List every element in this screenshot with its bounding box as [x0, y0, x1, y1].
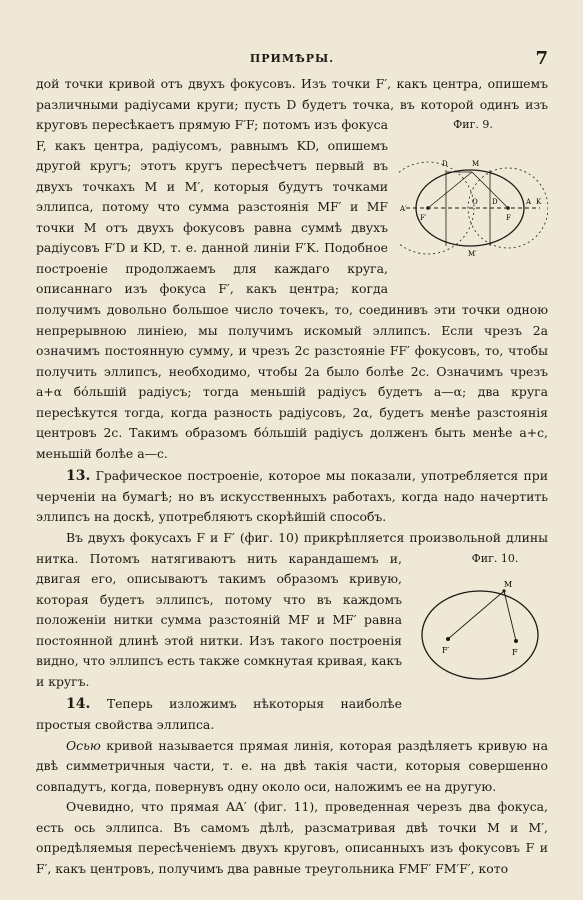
paragraph-text: Очевидно, что прямая AA′ (фиг. 11), проведенная черезъ два фокуса, есть ось эллипса. Въ самомъ дѣлѣ, разсматривая двѣ точки M и M′, опредѣляемыя пересѣченіемъ двухъ круговъ, описанныхъ изъ фокусовъ F и F′, какъ центровъ, получимъ два равные треугольника FMF′ FM′F′, кото [36, 799, 548, 876]
pencil-point [502, 590, 505, 593]
paragraph-14b [36, 736, 548, 798]
paragraph-text-part2: изъ фокуса F, какъ центра, радіусомъ, равнымъ KD, опишемъ другой кругъ; этотъ кругъ пересѣчетъ первый въ двухъ точкахъ M и M′, которыя будутъ точками эллипса, потому что сумма разстоянія MF′ и MF точки M отъ двухъ фокусовъ равна суммѣ двухъ радіусовъ F′D и KD, т. е. данной линіи F′K. Подобное построеніе продолжаемъ для каждаго круга, описаннаго изъ фокуса F′, какъ центра; когда получимъ довольно большое число точекъ, то, соединивъ эти точки одною непрерывною линіею, мы получимъ искомый эллипсъ. Если чрезъ 2a означимъ постоянную сумму, и чрезъ 2c разстояніе FF′ фокусовъ, то, чтобы получить эллипсъ, необходимо, чтобы 2a было болѣе 2c. Означимъ чрезъ a+α бо́льшій радіусъ; тогда меньшій радіусъ будетъ a—α; два круга пересѣкутся тогда, когда разность радіусовъ, 2α, будетъ менѣе разстоянія центровъ 2c. Такимъ образомъ бо́льшій радіусъ долженъ быть менѣе a+c, меньшій болѣе a—c. [36, 117, 548, 461]
point-label: D [442, 159, 448, 168]
point-label: M [472, 159, 480, 168]
point-label: M [504, 580, 513, 590]
figure-10-caption: Фиг. 10. [471, 551, 519, 565]
page-number: 7 [535, 48, 548, 69]
radius-line [428, 172, 472, 208]
page-header [36, 48, 548, 70]
running-head: ПРИМѢРЫ. [249, 52, 335, 65]
term-axis: Осью [66, 737, 101, 753]
point-label: F [512, 648, 518, 658]
point-label: K [536, 197, 542, 206]
focus-point [506, 206, 510, 210]
section-number: 14. [66, 696, 91, 713]
paragraph-13b [36, 528, 548, 692]
section-number: 13. [66, 468, 91, 485]
paragraph-15 [36, 797, 548, 879]
paragraph-text: Теперь изложимъ нѣкоторыя наиболѣе простыя свойства эллипса. [36, 696, 402, 732]
figure-10-diagram [412, 569, 548, 691]
ellipse-curve [422, 591, 538, 679]
paragraph-text-part1: дой точки кривой отъ двухъ фокусовъ. Изъ точки F′, какъ центра, опишемъ различными радіусами круги; пусть D будетъ точка, въ которой одинъ изъ круговъ пересѣкаетъ прямую F′F; потомъ [36, 76, 548, 133]
paragraph-text-part2: Потомъ натягиваютъ нить карандашемъ и, двигая его, описываютъ такимъ образомъ кривую, которая будетъ эллипсъ, потому что въ каждомъ положеніи нитки сумма разстояній MF и MF′ равна постоянной длинѣ этой нитки. Изъ такого построенія видно, что эллипсъ есть также сомкнутая кривая, какъ и кругъ. [36, 550, 402, 689]
point-label: M′ [468, 249, 477, 258]
point-label: A [526, 197, 532, 206]
paragraph-continued [36, 74, 548, 464]
string-line [448, 591, 504, 639]
point-label: A′ [400, 204, 407, 213]
paragraph-14 [36, 694, 548, 735]
figure-9 [398, 115, 548, 288]
focus-point [446, 637, 450, 641]
paragraph-text: Графическое построеніе, которое мы показали, употребляется при черченіи на бумагѣ; но въ искусственныхъ работахъ, когда надо начертить эллипсъ на доскѣ, употребляютъ скорѣйшій способъ. [36, 468, 548, 525]
paragraph-text: кривой называется прямая линія, которая раздѣляетъ кривую на двѣ симметричныя части, т. е. на двѣ такія части, которыя совершенно совпадутъ, когда, повернувъ одну около оси, наложимъ ее на другую. [36, 737, 548, 794]
point-label: O [472, 197, 478, 206]
body-text [36, 74, 548, 879]
figure-9-caption: Фиг. 9. [453, 118, 493, 132]
point-label: F [506, 213, 511, 222]
focus-point [514, 639, 518, 643]
paragraph-13 [36, 466, 548, 528]
figure-10 [412, 549, 548, 698]
point-label: F′ [442, 646, 450, 656]
point-label: F′ [420, 213, 427, 222]
point-label: D [492, 197, 498, 206]
focus-point [426, 206, 430, 210]
figure-9-diagram [398, 132, 548, 282]
string-line [504, 591, 516, 641]
paragraph-text-part1: Въ двухъ фокусахъ F и F′ (фиг. 10) прикрѣпляется произвольной длины нитка. [36, 530, 548, 566]
